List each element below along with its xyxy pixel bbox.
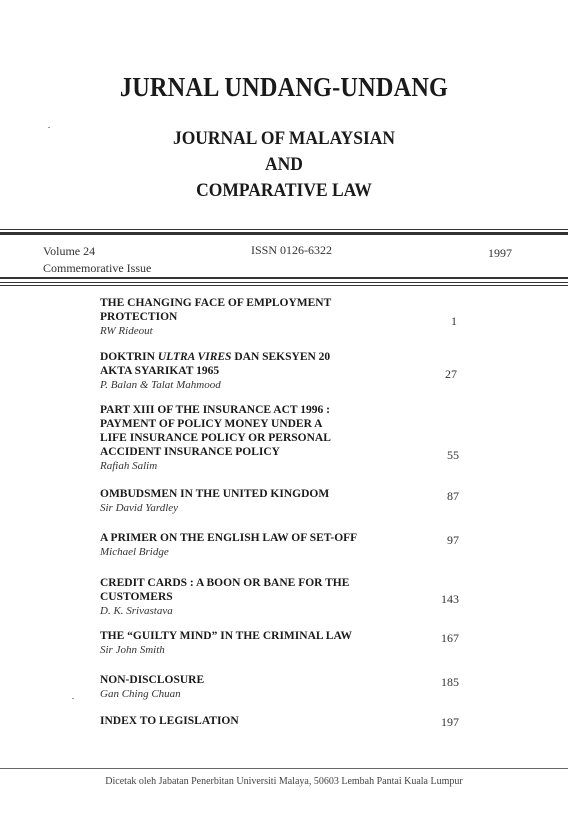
scan-speck bbox=[72, 698, 74, 699]
article-title: INDEX TO LEGISLATION bbox=[100, 715, 239, 727]
top-rule-thick bbox=[0, 232, 568, 235]
article-author: Sir David Yardley bbox=[100, 502, 179, 514]
journal-title-line: COMPARATIVE LAW bbox=[196, 180, 372, 201]
footer-rule bbox=[0, 768, 568, 769]
article-author: Michael Bridge bbox=[100, 546, 169, 558]
article-author: RW Rideout bbox=[100, 325, 153, 337]
article-title: PART XIII OF THE INSURANCE ACT 1996 : PAYMENT OF POLICY MONEY UNDER A LIFE INSURANCE POLICY OR PERSONAL ACCIDENT INSURANCE POLICY bbox=[100, 404, 331, 458]
toc-entry[interactable] bbox=[100, 403, 465, 487]
toc-entry[interactable] bbox=[100, 673, 465, 714]
toc-entry[interactable] bbox=[100, 487, 465, 531]
page-number: 185 bbox=[441, 675, 459, 689]
issue-year: 1997 bbox=[488, 246, 512, 260]
mid-rule-thin-2 bbox=[0, 285, 568, 286]
page-number: 143 bbox=[441, 592, 459, 606]
article-author: Gan Ching Chuan bbox=[100, 688, 181, 700]
article-title: DOKTRIN ULTRA VIRES DAN SEKSYEN 20 AKTA SYARIKAT 1965 bbox=[100, 351, 331, 377]
volume-label: Volume 24 bbox=[43, 244, 96, 258]
page-number: 167 bbox=[441, 631, 459, 645]
article-title: CREDIT CARDS : A BOON OR BANE FOR THE CUSTOMERS bbox=[100, 577, 350, 603]
article-author: Sir John Smith bbox=[100, 644, 165, 656]
table-of-contents bbox=[100, 296, 465, 734]
page-number: 1 bbox=[451, 314, 457, 328]
scan-speck bbox=[48, 127, 50, 128]
toc-entry[interactable] bbox=[100, 629, 465, 673]
top-rule-thin bbox=[0, 229, 568, 230]
mid-rule-thick bbox=[0, 277, 568, 279]
journal-title-malay: JURNAL UNDANG-UNDANG bbox=[119, 72, 449, 102]
article-title: NON-DISCLOSURE bbox=[100, 674, 205, 686]
article-author: P. Balan & Talat Mahmood bbox=[100, 379, 221, 391]
article-author: D. K. Srivastava bbox=[100, 605, 173, 617]
toc-entry[interactable] bbox=[100, 296, 465, 350]
journal-title-english bbox=[23, 126, 546, 204]
journal-title-line: AND bbox=[265, 154, 303, 175]
article-author: Rafiah Salim bbox=[100, 460, 158, 472]
page-number: 97 bbox=[447, 533, 459, 547]
toc-entry[interactable] bbox=[100, 531, 465, 576]
volume-block bbox=[43, 243, 151, 277]
article-title: THE “GUILTY MIND” IN THE CRIMINAL LAW bbox=[100, 630, 352, 642]
page-number: 27 bbox=[445, 367, 457, 381]
toc-entry[interactable] bbox=[100, 350, 465, 403]
journal-title-line: JOURNAL OF MALAYSIAN bbox=[172, 128, 396, 149]
mid-rule-thin bbox=[0, 282, 568, 283]
issue-name: Commemorative Issue bbox=[43, 261, 152, 275]
page-number: 55 bbox=[447, 448, 459, 462]
printer-note: Dicetak oleh Jabatan Penerbitan Universiti Malaya, 50603 Lembah Pantai Kuala Lumpur bbox=[105, 776, 463, 787]
toc-entry[interactable] bbox=[100, 714, 465, 734]
article-title: THE CHANGING FACE OF EMPLOYMENT PROTECTION bbox=[100, 297, 332, 323]
issn-number: ISSN 0126-6322 bbox=[251, 243, 333, 257]
page-number: 87 bbox=[447, 489, 459, 503]
article-title: A PRIMER ON THE ENGLISH LAW OF SET-OFF bbox=[100, 532, 358, 544]
page-number: 197 bbox=[441, 715, 459, 729]
toc-entry[interactable] bbox=[100, 576, 465, 629]
article-title: OMBUDSMEN IN THE UNITED KINGDOM bbox=[100, 488, 330, 500]
